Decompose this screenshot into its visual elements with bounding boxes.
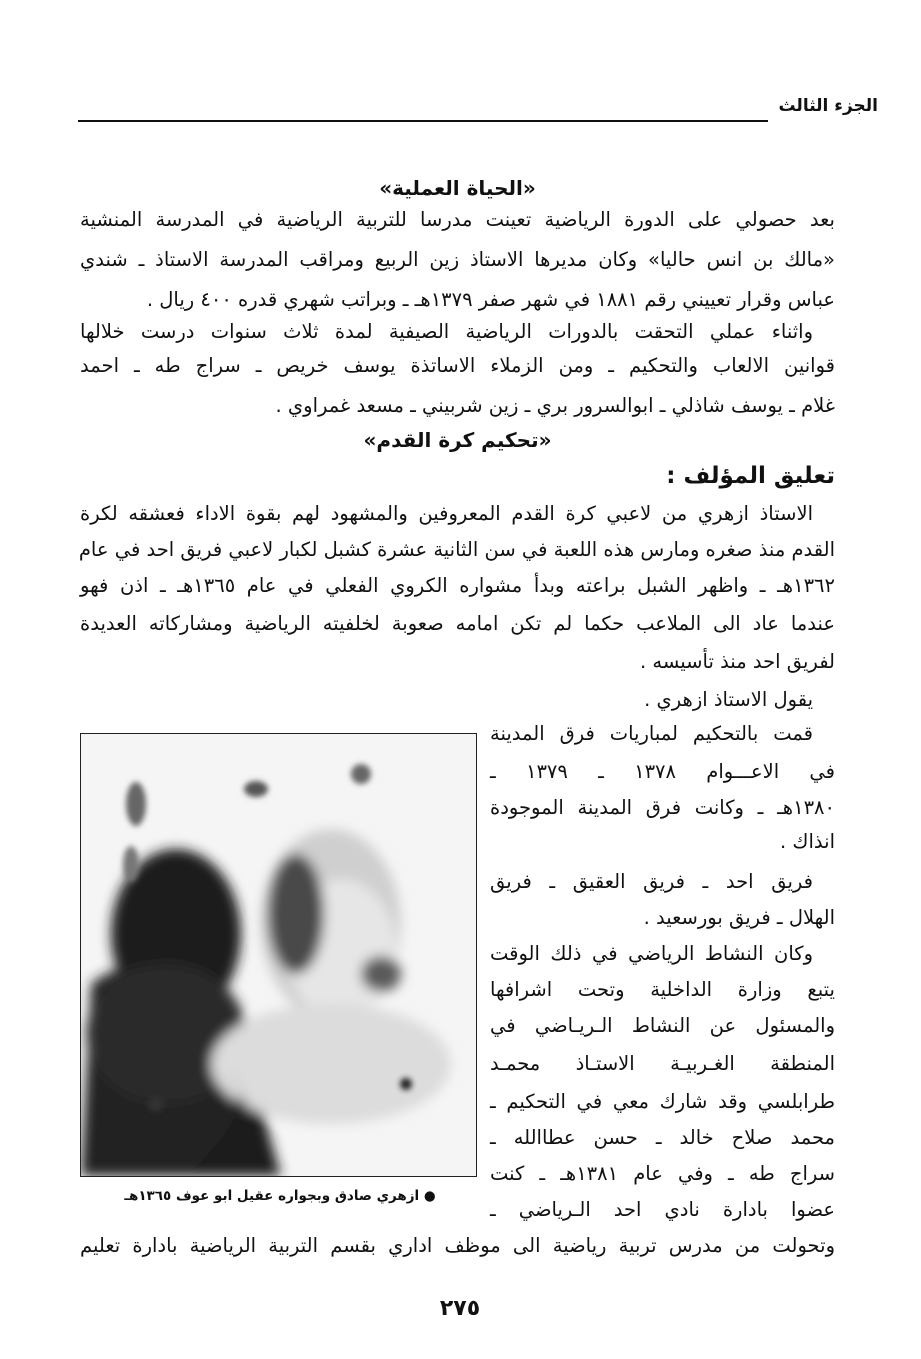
paragraph-line: يقول الاستاذ ازهري . [644,688,813,711]
photo [80,733,477,1177]
paragraph-line: قوانين الالعاب والتحكيم ـ ومن الزملاء الاساتذة يوسف خريص ـ سراج طه ـ احمد [80,354,835,377]
column-line: سراج طه ـ وفي عام ١٣٨١هـ ـ كنت [490,1162,835,1185]
paragraph-line: بعد حصولي على الدورة الرياضية تعينت مدرسا للتربية الرياضية في المدرسة المنشية [80,208,835,231]
column-line: في الاعـــوام ١٣٧٨ ـ ١٣٧٩ ـ [490,760,835,783]
paragraph-line: غلام ـ يوسف شاذلي ـ ابوالسرور بري ـ زين شربيني ـ مسعد غمراوي . [275,394,835,417]
paragraph-line: عباس وقرار تعييني رقم ١٨٨١ في شهر صفر ١٣٧٩هـ ـ وبراتب شهري قدره ٤٠٠ ريال . [146,288,835,311]
column-line: وكان النشاط الرياضي في ذلك الوقت [490,942,813,965]
column-line: الهلال ـ فريق بورسعيد . [643,906,835,929]
paragraph-line: واثناء عملي التحقت بالدورات الرياضية الصيفية لمدة ثلاث سنوات درست خلالها [80,320,813,343]
header-rule [78,120,768,122]
column-line: والمسئول عن النشاط الـريـاضي في [490,1014,835,1037]
column-line: انذاك . [780,830,835,853]
column-line: عضوا بادارة نادي احد الـرياضي ـ [490,1198,835,1221]
column-line: المنطقة الغـربيـة الاستـاذ محمـد [490,1052,835,1075]
paragraph-line: ١٣٦٢هـ ـ واظهر الشبل براعته وبدأ مشواره الكروي الفعلي في عام ١٣٦٥هـ ـ اذن فهو [80,574,835,597]
page-number: ٢٧٥ [439,1296,481,1321]
author-comment-label: تعليق المؤلف : [666,463,835,489]
column-line: طرابلسي وقد شارك معي في التحكيم ـ [490,1090,835,1113]
column-line: فريق احد ـ فريق العقيق ـ فريق [490,870,813,893]
paragraph-line: الاستاذ ازهري من لاعبي كرة القدم المعروفين والمشهود لهم بقوة الاداء فعشقه لكرة [80,502,813,525]
section-heading-working-life: «الحياة العملية» [379,176,536,200]
column-line: محمد صلاح خالد ـ حسن عطاالله ـ [490,1126,835,1149]
part-label: الجزء الثالث [778,96,878,116]
photo-image [81,734,476,1176]
paragraph-line: وتحولت من مدرس تربية رياضية الى موظف اداري بقسم التربية الرياضية بادارة تعليم [80,1234,835,1257]
paragraph-line: القدم منذ صغره ومارس هذه اللعبة في سن الثانية عشرة كشبل لكبار لاعبي فريق احد في عام [78,538,835,561]
column-line: ١٣٨٠هـ ـ وكانت فرق المدينة الموجودة [490,796,835,819]
page-header [78,94,878,128]
column-line: قمت بالتحكيم لمباريات فرق المدينة [490,722,813,745]
paragraph-line: عندما عاد الى الملاعب حكما لم تكن امامه صعوبة لخلفيته الرياضية ومشاركاته العديدة [80,612,835,635]
photo-caption: ● ازهري صادق وبجواره عقيل ابو عوف ١٣٦٥هـ [124,1188,436,1204]
paragraph-line: «مالك بن انس حاليا» وكان مديرها الاستاذ زين الربيع ومراقب المدرسة الاستاذ ـ شندي [80,248,835,271]
paragraph-line: لفريق احد منذ تأسيسه . [640,650,835,673]
section-heading-football-refereeing: «تحكيم كرة القدم» [363,428,552,452]
column-line: يتبع وزارة الداخلية وتحت اشرافها [490,978,835,1001]
